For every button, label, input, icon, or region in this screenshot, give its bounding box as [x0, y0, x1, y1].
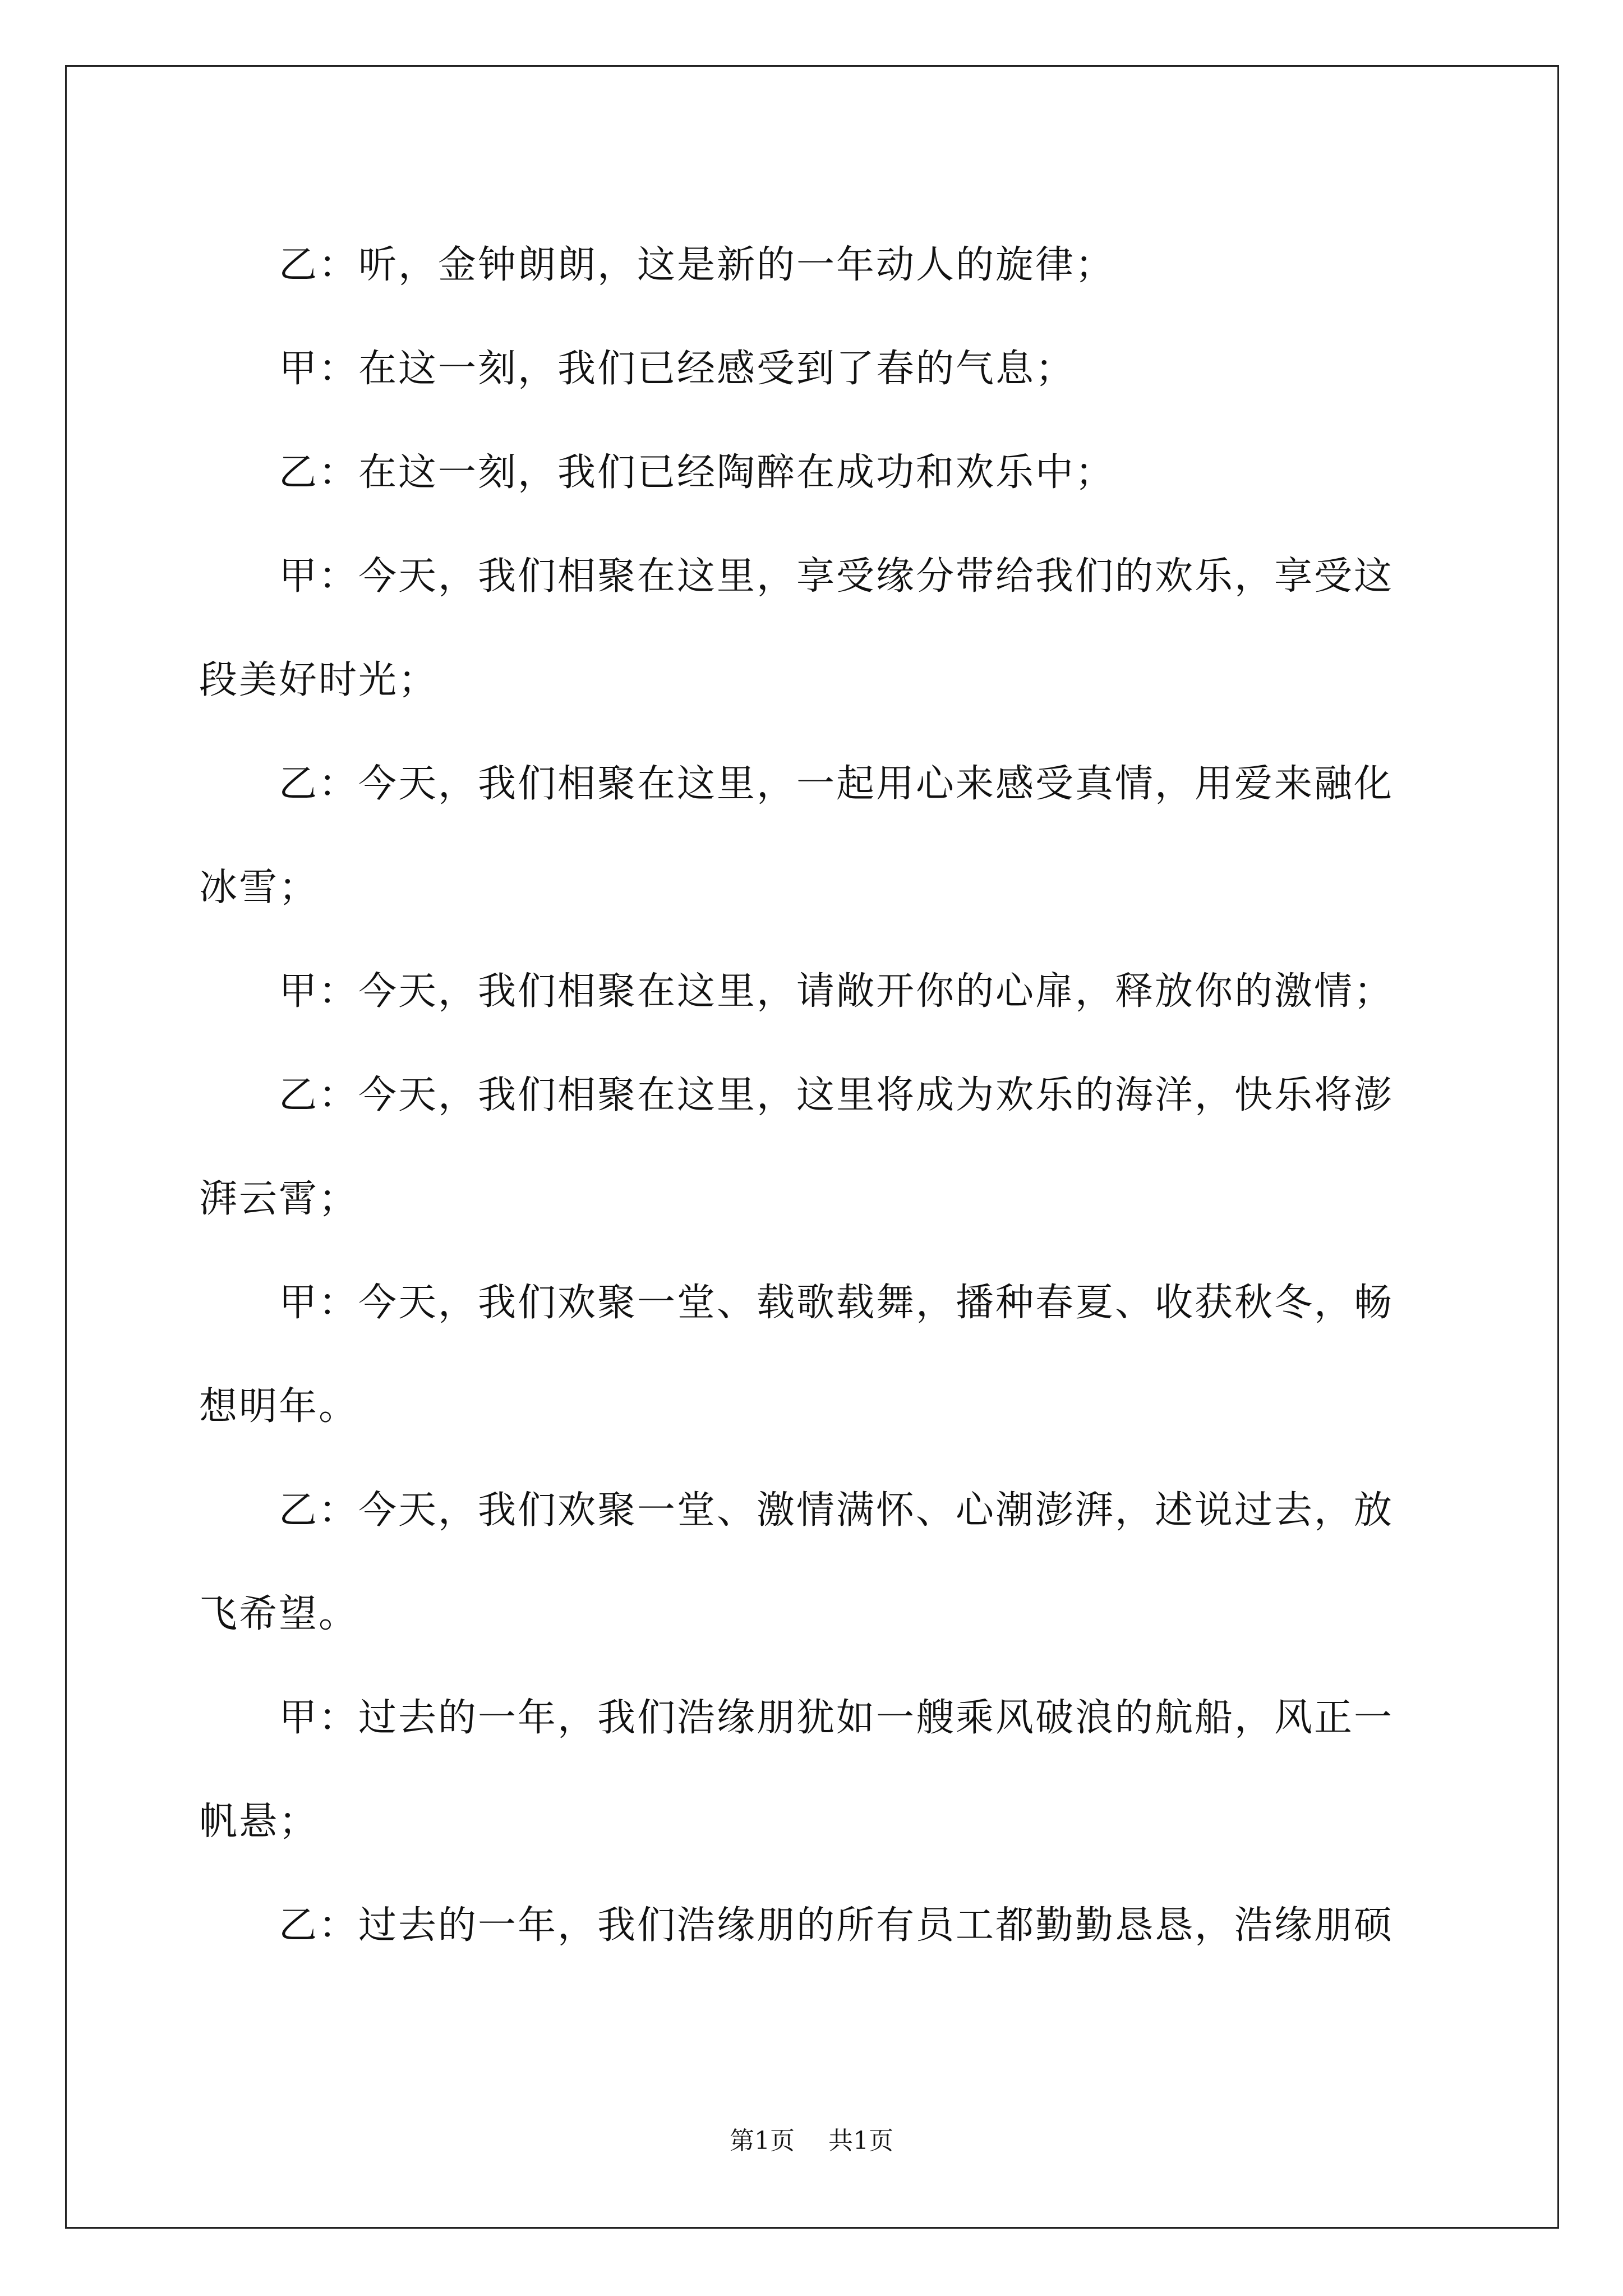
paragraph: 乙：在这一刻，我们已经陶醉在成功和欢乐中；	[279, 450, 1115, 495]
paragraph: 乙：今天，我们欢聚一堂、激情满怀、心潮澎湃，述说过去，放飞希望。	[199, 1488, 1394, 1636]
page-total: 共1页	[828, 2127, 893, 2155]
paragraph: 乙：过去的一年，我们浩缘朋的所有员工都勤勤恳恳，浩缘朋硕	[279, 1903, 1394, 1948]
page-footer	[0, 2120, 1623, 2156]
paragraph: 乙：今天，我们相聚在这里，这里将成为欢乐的海洋，快乐将澎湃云霄；	[199, 1073, 1394, 1221]
paragraph: 甲：在这一刻，我们已经感受到了春的气息；	[279, 347, 1076, 391]
document-body	[199, 213, 1433, 1977]
paragraph: 乙：听，金钟朗朗，这是新的一年动人的旋律；	[279, 243, 1115, 287]
paragraph: 乙：今天，我们相聚在这里，一起用心来感受真情，用爱来融化冰雪；	[199, 762, 1394, 910]
paragraph: 甲：今天，我们欢聚一堂、载歌载舞，播种春夏、收获秋冬，畅想明年。	[199, 1281, 1394, 1429]
paragraph: 甲：今天，我们相聚在这里，享受缘分带给我们的欢乐，享受这段美好时光；	[199, 554, 1394, 702]
page-number: 第1页	[730, 2127, 795, 2155]
paragraph: 甲：过去的一年，我们浩缘朋犹如一艘乘风破浪的航船，风正一帆悬；	[199, 1696, 1394, 1844]
paragraph: 甲：今天，我们相聚在这里，请敞开你的心扉，释放你的激情；	[279, 969, 1394, 1014]
